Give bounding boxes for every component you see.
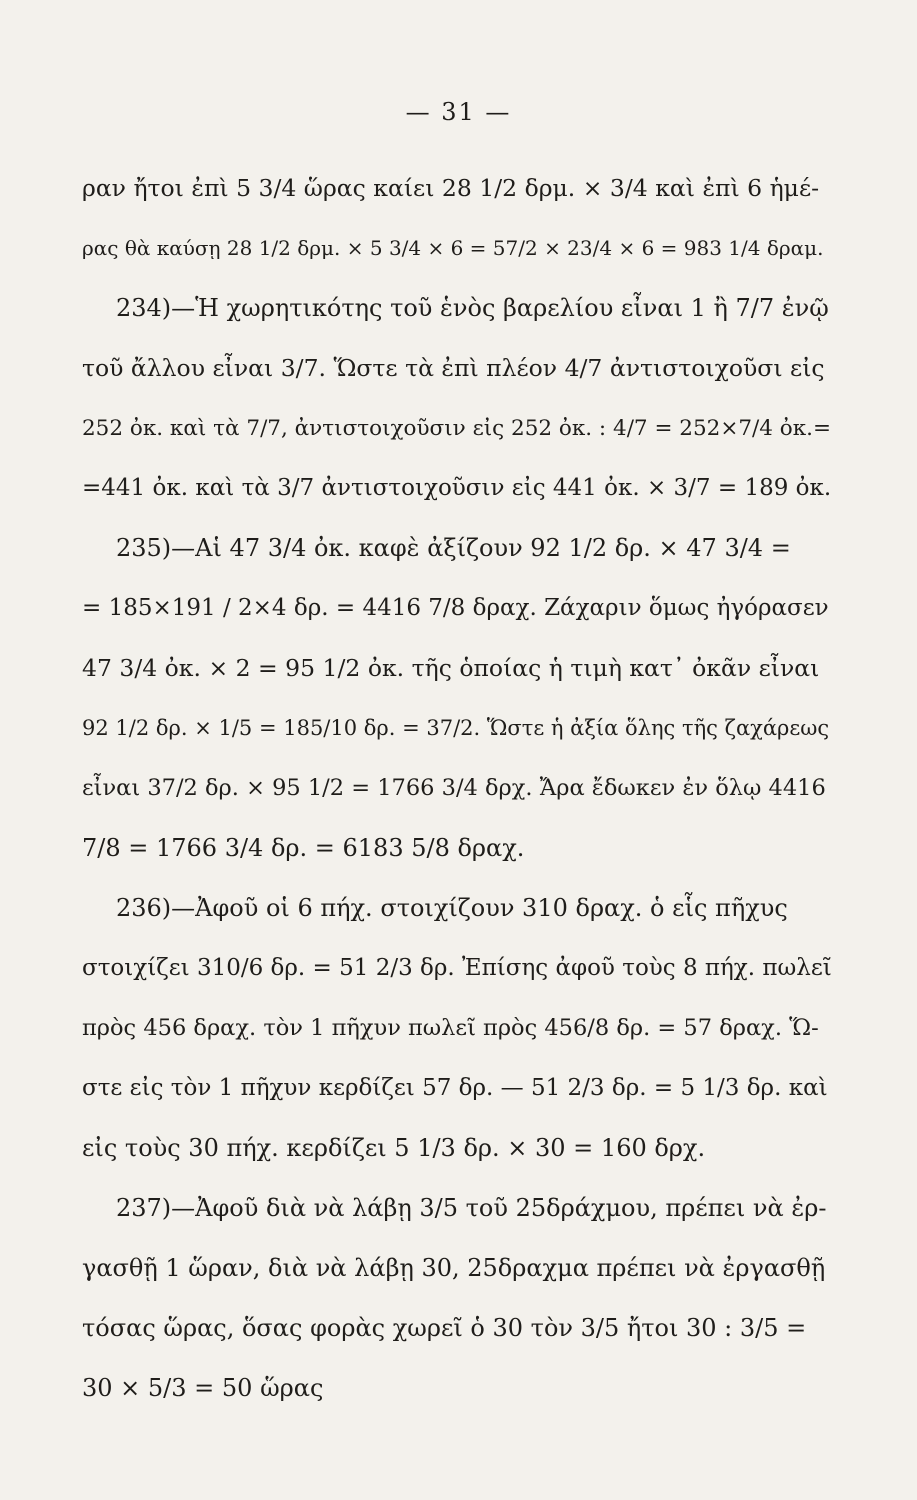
line-text: τόσας ὥρας, ὅσας φορὰς χωρεῖ ὁ 30 τὸν 3/5 ἤτοι 30 : 3/5 = [82, 1314, 807, 1342]
text-line [82, 278, 834, 338]
text-line [82, 518, 834, 578]
line-text: εἶναι 37/2 δρ. × 95 1/2 = 1766 3/4 δρχ. Ἄρα ἔδωκεν ἐν ὅλῳ 4416 [82, 775, 826, 801]
text-line [82, 1058, 834, 1118]
line-text: στε εἰς τὸν 1 πῆχυν κερδίζει 57 δρ. — 51 2/3 δρ. = 5 1/3 δρ. καὶ [82, 1075, 828, 1101]
line-text: 92 1/2 δρ. × 1/5 = 185/10 δρ. = 37/2. Ὥστε ἡ ἀξία ὅλης τῆς ζαχάρεως [82, 716, 830, 740]
line-text: ρας θὰ καύσῃ 28 1/2 δρμ. × 5 3/4 × 6 = 57/2 × 23/4 × 6 = 983 1/4 δραμ. [82, 236, 824, 260]
line-text: 234)—Ἡ χωρητικότης τοῦ ἑνὸς βαρελίου εἶναι 1 ἢ 7/7 ἐνῷ [116, 294, 829, 322]
line-text: τοῦ ἄλλου εἶναι 3/7. Ὥστε τὰ ἐπὶ πλέον 4/7 ἀντιστοιχοῦσι εἰς [82, 354, 825, 382]
text-line [82, 1178, 834, 1238]
line-text: ραν ἤτοι ἐπὶ 5 3/4 ὥρας καίει 28 1/2 δρμ. × 3/4 καὶ ἐπὶ 6 ἡμέ- [82, 174, 820, 202]
text-line [82, 458, 834, 518]
line-text: 252 ὀκ. καὶ τὰ 7/7, ἀντιστοιχοῦσιν εἰς 252 ὀκ. : 4/7 = 252×7/4 ὀκ.= [82, 415, 832, 441]
line-text: 237)—Ἀφοῦ διὰ νὰ λάβῃ 3/5 τοῦ 25δράχμου, πρέπει νὰ ἐρ- [116, 1194, 827, 1222]
text-line [82, 818, 834, 878]
line-text: 7/8 = 1766 3/4 δρ. = 6183 5/8 δραχ. [82, 834, 525, 862]
page-text [82, 158, 834, 1418]
line-text: = 185×191 / 2×4 δρ. = 4416 7/8 δραχ. Ζάχαριν ὅμως ἠγόρασεν [82, 595, 829, 621]
page-number: — 31 — [405, 98, 512, 126]
text-line [82, 638, 834, 698]
text-line [82, 338, 834, 398]
text-line [82, 218, 834, 278]
line-text: 236)—Ἀφοῦ οἱ 6 πήχ. στοιχίζουν 310 δραχ. ὁ εἷς πῆχυς [116, 894, 788, 922]
line-text: στοιχίζει 310/6 δρ. = 51 2/3 δρ. Ἐπίσης ἀφοῦ τοὺς 8 πήχ. πωλεῖ [82, 955, 832, 981]
text-line [82, 158, 834, 218]
text-line [82, 578, 834, 638]
text-line [82, 998, 834, 1058]
text-line [82, 1298, 834, 1358]
line-text: =441 ὀκ. καὶ τὰ 3/7 ἀντιστοιχοῦσιν εἰς 441 ὀκ. × 3/7 = 189 ὀκ. [82, 475, 832, 501]
line-text: 30 × 5/3 = 50 ὥρας [82, 1374, 324, 1402]
text-line [82, 698, 834, 758]
text-line [82, 1118, 834, 1178]
text-line [82, 878, 834, 938]
text-line [82, 1238, 834, 1298]
text-line [82, 398, 834, 458]
text-line [82, 1358, 834, 1418]
line-text: 47 3/4 ὀκ. × 2 = 95 1/2 ὀκ. τῆς ὁποίας ἡ τιμὴ κατ᾽ ὀκᾶν εἶναι [82, 654, 820, 682]
line-text: εἰς τοὺς 30 πήχ. κερδίζει 5 1/3 δρ. × 30 = 160 δρχ. [82, 1134, 706, 1162]
text-line [82, 938, 834, 998]
line-text: πρὸς 456 δραχ. τὸν 1 πῆχυν πωλεῖ πρὸς 456/8 δρ. = 57 δραχ. Ὥ- [82, 1015, 819, 1041]
line-text: 235)—Αἱ 47 3/4 ὀκ. καφὲ ἀξίζουν 92 1/2 δρ. × 47 3/4 = [116, 534, 791, 562]
line-text: γασθῇ 1 ὥραν, διὰ νὰ λάβῃ 30, 25δραχμα πρέπει νὰ ἐργασθῇ [82, 1254, 826, 1282]
text-line [82, 758, 834, 818]
